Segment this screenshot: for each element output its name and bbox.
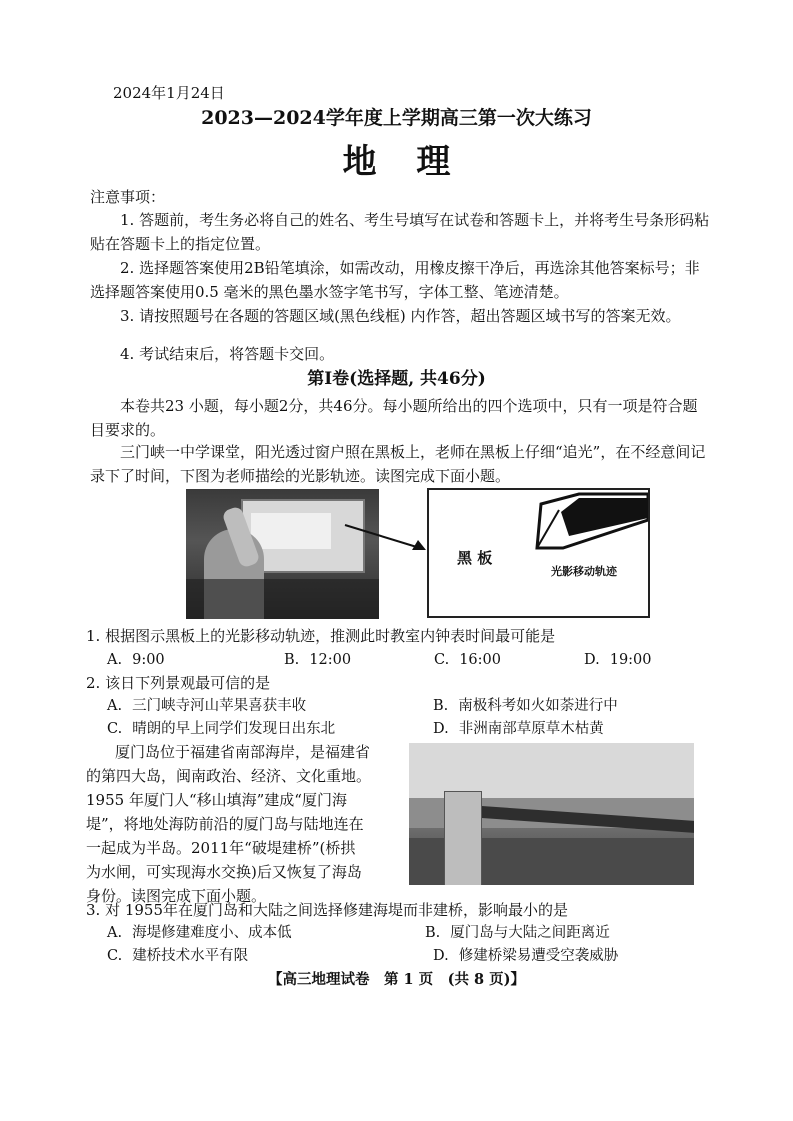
q3-option-d[interactable]: D. 修建桥梁易遭受空袭威胁 bbox=[433, 948, 619, 964]
track-label: 光影移动轨迹 bbox=[551, 565, 617, 578]
question-3-stem: 3. 对 1955年在厦门岛和大陆之间选择修建海堤而非建桥，影响最小的是 bbox=[86, 901, 569, 919]
passage-1: 三门峡一中学课堂，阳光透过窗户照在黑板上，老师在黑板上仔细“追光”，在不经意间记录下了时间，下图为老师描绘的光影轨迹。读图完成下面小题。 bbox=[90, 443, 706, 485]
q2-option-a[interactable]: A. 三门峡寺河山苹果喜获丰收 bbox=[107, 698, 307, 714]
passage-2-line-3: 1955 年厦门人“移山填海”建成“厦门海 bbox=[86, 791, 347, 809]
q3-option-a[interactable]: A. 海堤修建难度小、成本低 bbox=[107, 925, 292, 941]
notice-item-2: 2. 选择题答案使用2B铅笔填涂，如需改动，用橡皮擦干净后，再选涂其他答案标号；非选择题答案使用0.5 毫米的黑色墨水签字笔书写，字体工整、笔迹清楚。 bbox=[90, 259, 700, 301]
arrow-icon bbox=[340, 520, 430, 560]
light-track-diagram bbox=[427, 488, 650, 618]
q3-option-b[interactable]: B. 厦门岛与大陆之间距离近 bbox=[425, 925, 610, 941]
section-title: 第Ⅰ卷(选择题, 共46分) bbox=[307, 369, 486, 389]
xiamen-dike-photo bbox=[409, 743, 694, 885]
passage-2-line-7: 身份。读图完成下面小题。 bbox=[86, 887, 267, 905]
question-2-stem: 2. 该日下列景观最可信的是 bbox=[86, 674, 271, 692]
question-1-stem: 1. 根据图示黑板上的光影移动轨迹，推测此时教室内钟表时间最可能是 bbox=[86, 627, 556, 645]
subject-title: 地 理 bbox=[342, 142, 465, 182]
q1-option-d[interactable]: D. 19:00 bbox=[584, 652, 652, 668]
q2-option-b[interactable]: B. 南极科考如火如荼进行中 bbox=[433, 698, 618, 714]
q2-option-c[interactable]: C. 晴朗的早上同学们发现日出东北 bbox=[107, 721, 336, 737]
passage-2-line-2: 的第四大岛，闽南政治、经济、文化重地。 bbox=[86, 767, 372, 785]
page-footer: 【高三地理试卷 第 1 页 (共 8 页)】 bbox=[267, 971, 526, 988]
passage-2-line-5: 一起成为半岛。2011年“破堤建桥”(桥拱 bbox=[86, 839, 356, 857]
exam-title: 2023—2024学年度上学期高三第一次大练习 bbox=[201, 107, 592, 129]
passage-2-line-1: 厦门岛位于福建省南部海岸，是福建省 bbox=[115, 743, 371, 761]
section-intro: 本卷共23 小题，每小题2分，共46分。每小题所给出的四个选项中，只有一项是符合题目要求的。 bbox=[90, 397, 698, 439]
notice-heading: 注意事项： bbox=[90, 188, 166, 206]
passage-2-line-4: 堤”，将地处海防前沿的厦门岛与陆地连在 bbox=[86, 815, 364, 833]
notice-item-4: 4. 考试结束后，将答题卡交回。 bbox=[120, 345, 335, 363]
q3-option-c[interactable]: C. 建桥技术水平有限 bbox=[107, 948, 249, 964]
board-label: 黑 板 bbox=[457, 549, 493, 567]
q1-option-a[interactable]: A. 9:00 bbox=[107, 652, 165, 668]
q2-option-d[interactable]: D. 非洲南部草原草木枯黄 bbox=[433, 721, 604, 737]
q1-option-b[interactable]: B. 12:00 bbox=[284, 652, 352, 668]
notice-item-1: 1. 答题前，考生务必将自己的姓名、考生号填写在试卷和答题卡上，并将考生号条形码粘贴在答题卡上的指定位置。 bbox=[90, 211, 710, 253]
notice-item-3: 3. 请按照题号在各题的答题区域(黑色线框) 内作答，超出答题区域书写的答案无效。 bbox=[120, 307, 681, 325]
q1-option-c[interactable]: C. 16:00 bbox=[434, 652, 501, 668]
exam-date: 2024年1月24日 bbox=[113, 84, 225, 102]
passage-2-line-6: 为水闸，可实现海水交换)后又恢复了海岛 bbox=[86, 863, 362, 881]
